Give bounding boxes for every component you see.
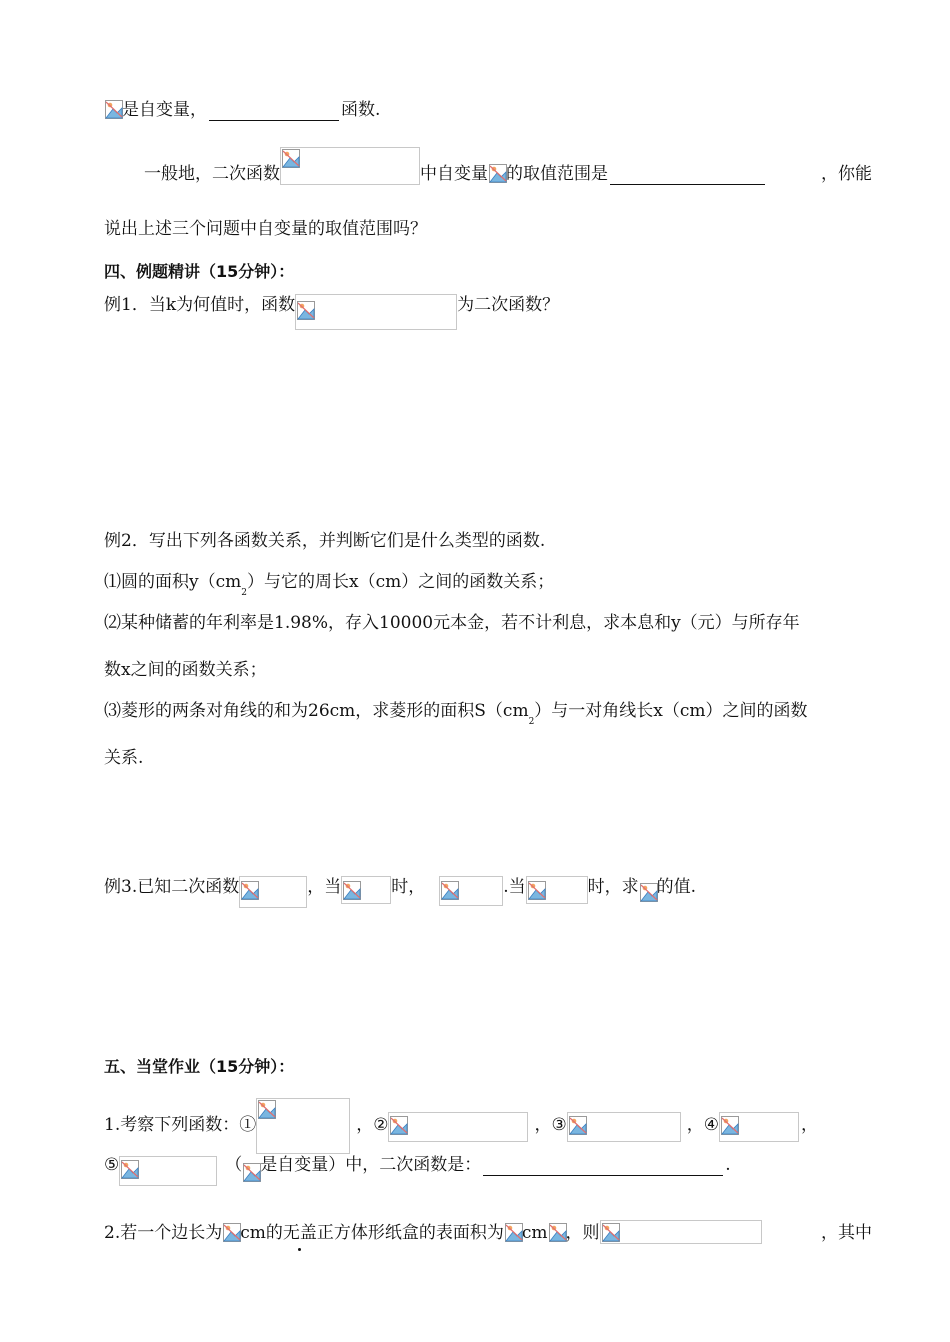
formula-image [504,1222,522,1244]
formula-image [388,1112,528,1142]
paragraph-domain-line [144,147,872,185]
text: ⑶菱形的两条对角线的和为26cm，求菱形的面积S（cm [104,701,529,721]
text: 函数. [341,100,381,120]
text: 1.考察下列函数：① [104,1115,257,1135]
text: 数x之间的函数关系； [104,660,267,680]
answer-blank [209,102,339,121]
broken-image-icon [640,883,658,902]
item-number: ③ [551,1115,567,1135]
formula-image [439,876,503,906]
broken-image-icon [343,881,361,900]
broken-image-icon [441,881,459,900]
broken-image-icon [121,1160,139,1179]
text: 的取值范围是 [506,164,608,184]
broken-image-icon [243,1163,261,1182]
example-1 [104,294,872,316]
formula-image [567,1112,681,1142]
example-3 [104,876,872,898]
formula-image [600,1220,762,1244]
answer-blank [483,1157,723,1176]
broken-image-icon [297,301,315,320]
separator: ， [534,1115,552,1135]
text: ，你能 [821,164,872,184]
text: 例1．当k为何值时，函数 [104,295,296,315]
emphasis-text: 无盖 [282,1223,317,1243]
formula-image [119,1156,217,1186]
broken-image-icon [489,164,507,183]
formula-image [295,294,457,330]
section-title: 五、当堂作业（15分钟）： [104,1057,295,1076]
example-2-q2-cont [104,659,872,681]
text: . [725,1155,731,1175]
text: （ [225,1155,243,1175]
broken-image-icon [258,1100,276,1119]
text: .当 [503,877,526,897]
text: 例3.已知二次函数 [104,877,240,897]
homework-2 [104,1220,872,1244]
text: 说出上述三个问题中自变量的取值范围吗？ [104,219,427,239]
homework-1 [104,1098,872,1136]
text: 的值. [656,877,697,897]
text: ，则 [565,1223,600,1243]
formula-image [526,876,588,904]
text: ，其中 [821,1223,872,1243]
text: 为二次函数？ [457,295,560,315]
paragraph-variable-line [104,99,872,121]
formula-image [341,876,391,904]
broken-image-icon [105,100,123,119]
formula-image [239,876,307,908]
text: cm的 [240,1223,283,1243]
section-title: 四、例题精讲（15分钟）： [104,262,295,281]
broken-image-icon [241,881,259,900]
example-2 [104,530,872,552]
formula-image [548,1222,566,1244]
text: 一般地，二次函数 [144,164,280,184]
broken-image-icon [505,1223,523,1242]
formula-image [256,1098,350,1154]
text: 中自变量 [420,164,488,184]
broken-image-icon [390,1116,408,1135]
separator: ， [800,1115,818,1135]
example-2-q2 [104,612,872,634]
broken-image-icon [223,1223,241,1242]
answer-blank [610,166,765,185]
broken-image-icon [528,881,546,900]
separator: ， [356,1115,374,1135]
example-2-q1: ⑴圆的面积y（cm 2 ）与它的周长x（cm）之间的函数关系； [104,572,555,598]
formula-image [280,147,420,185]
example-2-q3: ⑶菱形的两条对角线的和为26cm，求菱形的面积S（cm 2 ）与一对角线长x（cm）之间的函数 [104,701,808,727]
section-heading-homework [104,1056,872,1078]
formula-image [242,1162,260,1184]
text: 关系. [104,748,144,768]
item-number: ④ [703,1115,719,1135]
text: ⑵某种储蓄的年利率是1.98%，存入10000元本金，若不计利息，求本息和y（元）与所存年 [104,613,800,633]
text: 时，求 [587,877,639,897]
formula-image [222,1222,240,1244]
text: cm [521,1223,548,1243]
broken-image-icon [282,149,300,168]
text: ⑴圆的面积y（cm [104,572,242,592]
formula-image [719,1112,799,1142]
broken-image-icon [602,1223,620,1242]
text: 是自变量）中，二次函数是： [260,1155,482,1175]
text: ，当 [307,877,342,897]
text: ）与一对角线长x（cm）之间的函数 [534,701,808,721]
text: 正方体形纸盒的表面积为 [316,1223,504,1243]
text: 是自变量， [122,100,207,120]
separator: ， [686,1115,704,1135]
section-heading-examples [104,261,872,283]
formula-image [104,99,122,121]
formula-image [488,163,506,185]
paragraph-question-line [104,218,872,240]
broken-image-icon [721,1116,739,1135]
broken-image-icon [569,1116,587,1135]
text: 时， [391,877,426,897]
formula-image [639,882,657,904]
text: 例2．写出下列各函数关系，并判断它们是什么类型的函数. [104,531,546,551]
item-number: ② [373,1115,389,1135]
broken-image-icon [549,1223,567,1242]
homework-1-cont [104,1154,872,1176]
example-2-q3-cont [104,747,872,769]
item-number: ⑤ [104,1155,120,1175]
text: 2.若一个边长为 [104,1223,223,1243]
text: ）与它的周长x（cm）之间的函数关系； [246,572,555,592]
